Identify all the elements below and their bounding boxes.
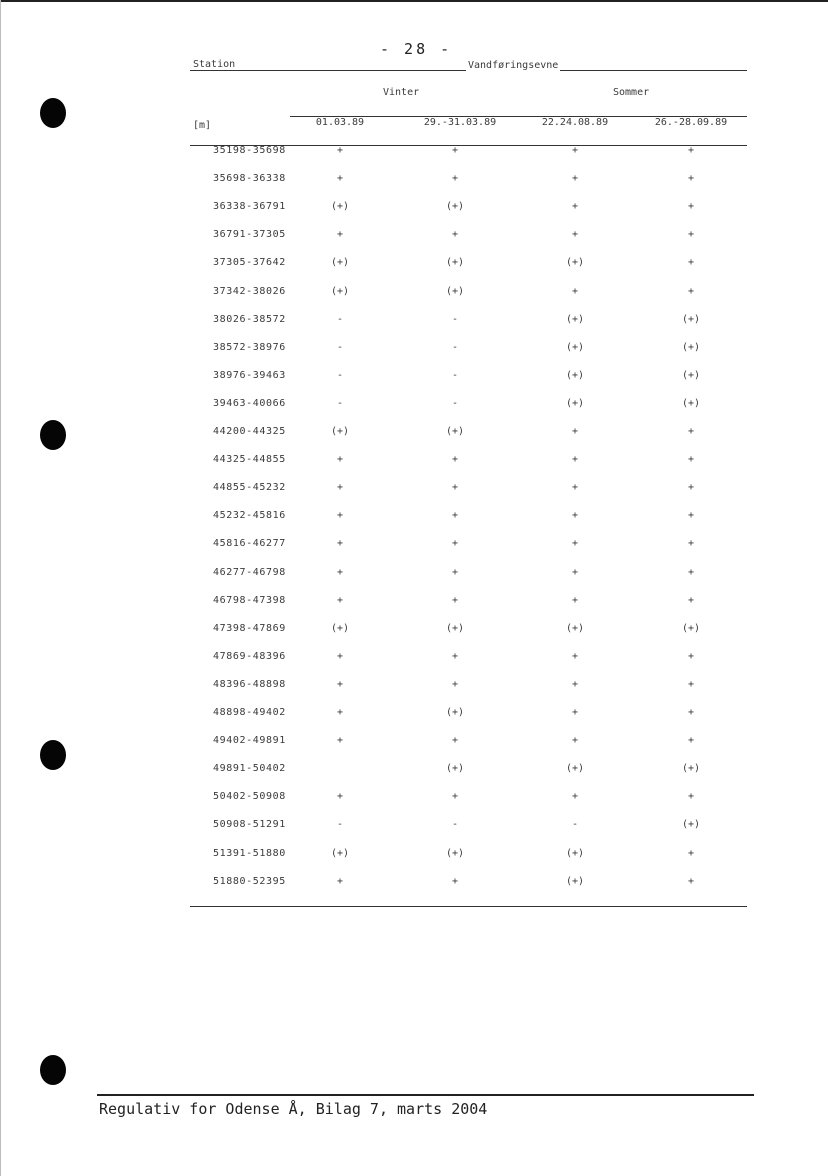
capacity-cell: + <box>687 454 695 466</box>
capacity-cell: (+) <box>565 763 585 775</box>
capacity-cell: + <box>571 285 579 297</box>
page-number: - 28 - <box>380 40 453 58</box>
capacity-cell: + <box>687 875 695 887</box>
capacity-cell: - <box>451 341 459 353</box>
station-cell: 39463-40066 <box>213 397 286 409</box>
capacity-cell: + <box>336 594 344 606</box>
capacity-cell: (+) <box>330 622 350 634</box>
table-row <box>190 647 747 667</box>
capacity-cell: - <box>451 819 459 831</box>
station-cell: 44200-44325 <box>213 426 286 437</box>
station-cell: 37342-38026 <box>213 285 286 297</box>
capacity-cell: + <box>571 145 579 156</box>
station-cell: 44325-44855 <box>213 454 286 466</box>
page-left-edge <box>0 0 1 1176</box>
capacity-cell: + <box>571 538 579 550</box>
station-cell: 51880-52395 <box>213 875 286 887</box>
capacity-cell: (+) <box>565 369 585 381</box>
capacity-cell: (+) <box>330 285 350 297</box>
station-cell: 49402-49891 <box>213 735 286 747</box>
table-row <box>190 253 747 273</box>
station-cell: 48898-49402 <box>213 707 286 718</box>
capacity-cell: + <box>687 707 695 718</box>
capacity-cell: + <box>687 510 695 522</box>
capacity-cell: (+) <box>565 622 585 634</box>
table-row <box>190 759 747 779</box>
date-header: 26.-28.09.89 <box>654 117 728 128</box>
capacity-cell: + <box>687 201 695 213</box>
capacity-cell: (+) <box>681 763 701 775</box>
capacity-cell: + <box>451 594 459 606</box>
table-row <box>190 197 747 217</box>
capacity-cell: + <box>687 173 695 185</box>
capacity-cell: + <box>571 426 579 437</box>
table-row <box>190 787 747 807</box>
table-row <box>190 394 747 414</box>
capacity-cell: + <box>571 707 579 718</box>
table-row <box>190 478 747 498</box>
capacity-cell: + <box>687 257 695 269</box>
table-row <box>190 366 747 386</box>
capacity-cell: (+) <box>565 847 585 859</box>
capacity-cell: + <box>336 229 344 241</box>
capacity-cell: + <box>451 566 459 578</box>
capacity-cell: + <box>571 791 579 803</box>
station-cell: 35698-36338 <box>213 173 286 185</box>
capacity-cell: (+) <box>445 257 465 269</box>
capacity-cell: + <box>451 145 459 156</box>
table-row <box>190 563 747 583</box>
station-cell: 48396-48898 <box>213 678 286 690</box>
station-header: Station <box>193 59 236 70</box>
punch-hole-icon <box>40 420 66 450</box>
table-row <box>190 338 747 358</box>
capacity-cell: + <box>571 510 579 522</box>
capacity-cell: - <box>571 819 579 831</box>
capacity-cell: + <box>336 707 344 718</box>
station-cell: 36791-37305 <box>213 229 286 241</box>
capacity-cell: - <box>451 369 459 381</box>
table-row <box>190 169 747 189</box>
capacity-cell: + <box>687 145 695 156</box>
capacity-cell: + <box>336 735 344 747</box>
capacity-cell: (+) <box>681 369 701 381</box>
capacity-cell: + <box>451 678 459 690</box>
capacity-cell: (+) <box>330 847 350 859</box>
table-row <box>190 450 747 470</box>
footer-rule <box>97 1094 754 1096</box>
capacity-cell: + <box>451 791 459 803</box>
capacity-cell: + <box>687 735 695 747</box>
table-row <box>190 534 747 554</box>
group-header: Vandføringsevne <box>468 60 559 71</box>
station-cell: 46277-46798 <box>213 566 286 578</box>
station-cell: 38026-38572 <box>213 313 286 325</box>
footer-text: Regulativ for Odense Å, Bilag 7, marts 2004 <box>99 1100 488 1118</box>
capacity-cell: - <box>336 397 344 409</box>
table-row <box>190 844 747 864</box>
capacity-cell: + <box>571 454 579 466</box>
table-row <box>190 619 747 639</box>
station-cell: 50402-50908 <box>213 791 286 803</box>
station-cell: 45816-46277 <box>213 538 286 550</box>
station-cell: 38976-39463 <box>213 369 286 381</box>
station-cell: 44855-45232 <box>213 482 286 494</box>
capacity-cell: + <box>451 538 459 550</box>
table-row <box>190 310 747 330</box>
capacity-cell: (+) <box>565 313 585 325</box>
station-cell: 36338-36791 <box>213 201 286 213</box>
capacity-cell: + <box>451 875 459 887</box>
season-summer: Sommer <box>613 87 650 98</box>
capacity-cell: (+) <box>681 397 701 409</box>
station-cell: 37305-37642 <box>213 257 286 269</box>
capacity-cell: + <box>687 229 695 241</box>
table-row <box>190 282 747 302</box>
capacity-cell: + <box>571 482 579 494</box>
capacity-cell: + <box>571 735 579 747</box>
capacity-cell: (+) <box>445 622 465 634</box>
capacity-cell: + <box>687 594 695 606</box>
capacity-cell: + <box>336 173 344 185</box>
capacity-cell: (+) <box>445 426 465 437</box>
capacity-cell: + <box>687 650 695 662</box>
capacity-cell: + <box>687 847 695 859</box>
table-row <box>190 731 747 751</box>
capacity-cell: (+) <box>330 257 350 269</box>
capacity-cell: + <box>336 650 344 662</box>
capacity-cell: + <box>451 735 459 747</box>
capacity-cell: + <box>687 285 695 297</box>
capacity-cell: (+) <box>445 285 465 297</box>
table-row <box>190 703 747 723</box>
season-winter: Vinter <box>383 87 420 98</box>
capacity-cell: + <box>571 173 579 185</box>
table-row <box>190 225 747 245</box>
capacity-cell: (+) <box>565 397 585 409</box>
capacity-cell: - <box>336 819 344 831</box>
capacity-cell: + <box>451 173 459 185</box>
capacity-cell: + <box>336 454 344 466</box>
capacity-cell: + <box>687 791 695 803</box>
capacity-cell: (+) <box>681 622 701 634</box>
station-cell: 50908-51291 <box>213 819 286 831</box>
capacity-cell: (+) <box>445 763 465 775</box>
capacity-cell: + <box>336 875 344 887</box>
station-cell: 38572-38976 <box>213 341 286 353</box>
capacity-cell: + <box>571 201 579 213</box>
capacity-cell: + <box>451 510 459 522</box>
capacity-cell: (+) <box>681 819 701 831</box>
punch-hole-icon <box>40 98 66 128</box>
page-top-edge <box>0 0 828 2</box>
capacity-cell: + <box>571 650 579 662</box>
capacity-cell: + <box>687 538 695 550</box>
table-row <box>190 872 747 892</box>
date-header: 01.03.89 <box>315 117 365 128</box>
capacity-cell: (+) <box>445 707 465 718</box>
station-cell: 51391-51880 <box>213 847 286 859</box>
capacity-cell: + <box>336 678 344 690</box>
capacity-cell: (+) <box>681 313 701 325</box>
punch-hole-icon <box>40 1055 66 1085</box>
date-header: 22.24.08.89 <box>541 117 609 128</box>
capacity-cell: + <box>687 566 695 578</box>
table-row <box>190 675 747 695</box>
capacity-cell: (+) <box>681 341 701 353</box>
unit-label: [m] <box>193 120 212 131</box>
table-row <box>190 591 747 611</box>
capacity-cell: - <box>336 341 344 353</box>
table-row <box>190 141 747 161</box>
date-header: 29.-31.03.89 <box>423 117 497 128</box>
capacity-cell: - <box>336 369 344 381</box>
capacity-cell: - <box>451 397 459 409</box>
capacity-cell: (+) <box>330 426 350 437</box>
capacity-cell: + <box>571 229 579 241</box>
capacity-cell: (+) <box>565 875 585 887</box>
table-row <box>190 422 747 442</box>
station-cell: 35198-35698 <box>213 145 286 156</box>
capacity-cell: (+) <box>565 341 585 353</box>
capacity-cell: + <box>336 538 344 550</box>
punch-hole-icon <box>40 740 66 770</box>
capacity-cell: + <box>571 566 579 578</box>
capacity-cell: + <box>451 229 459 241</box>
capacity-cell: + <box>687 678 695 690</box>
capacity-cell: (+) <box>445 847 465 859</box>
capacity-cell: + <box>571 594 579 606</box>
station-cell: 46798-47398 <box>213 594 286 606</box>
capacity-cell: (+) <box>330 201 350 213</box>
capacity-cell: + <box>336 566 344 578</box>
capacity-cell: + <box>336 145 344 156</box>
station-cell: 45232-45816 <box>213 510 286 522</box>
capacity-cell: + <box>336 510 344 522</box>
station-cell: 47398-47869 <box>213 622 286 634</box>
capacity-cell: + <box>571 678 579 690</box>
table-row <box>190 506 747 526</box>
station-cell: 49891-50402 <box>213 763 286 775</box>
capacity-cell: - <box>336 313 344 325</box>
capacity-cell: + <box>451 650 459 662</box>
capacity-cell: + <box>336 791 344 803</box>
table-row <box>190 815 747 835</box>
capacity-cell: (+) <box>445 201 465 213</box>
table-bottom-rule <box>190 906 747 907</box>
capacity-cell: + <box>687 482 695 494</box>
capacity-cell: + <box>451 482 459 494</box>
capacity-cell: (+) <box>565 257 585 269</box>
capacity-cell: - <box>451 313 459 325</box>
capacity-cell: + <box>687 426 695 437</box>
capacity-cell: + <box>451 454 459 466</box>
capacity-cell: + <box>336 482 344 494</box>
station-cell: 47869-48396 <box>213 650 286 662</box>
